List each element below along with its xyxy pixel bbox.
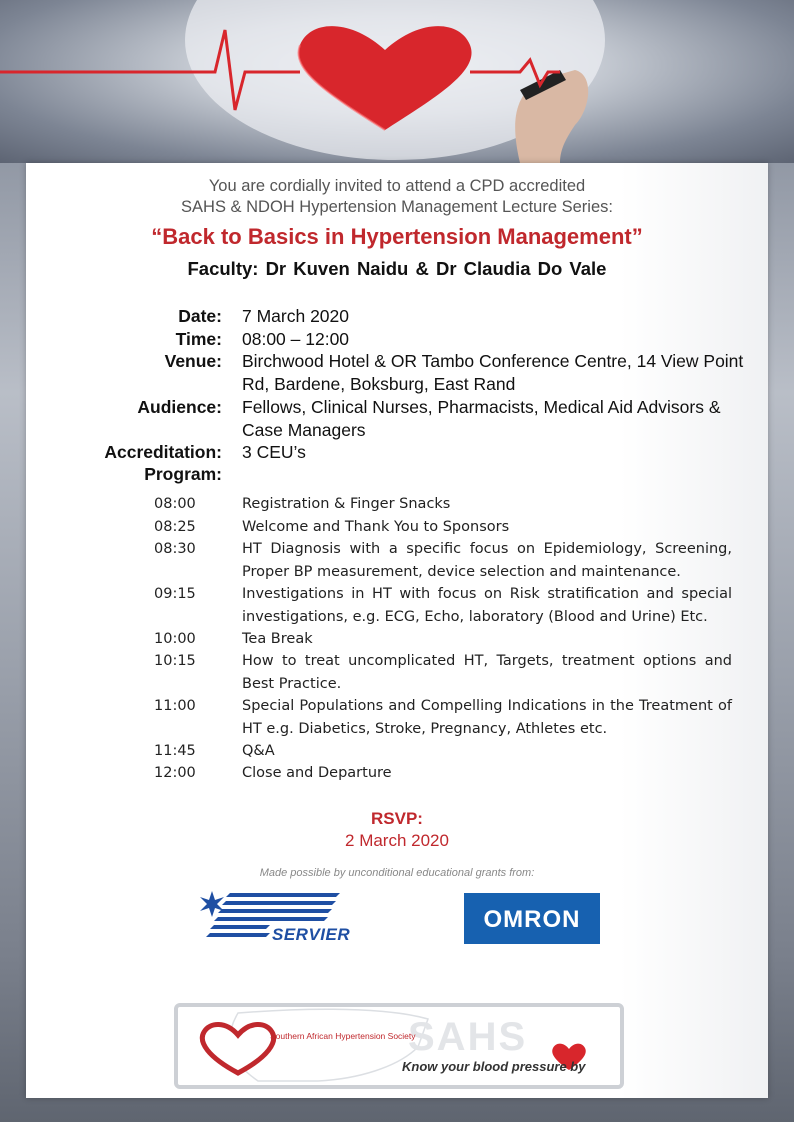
hero-banner xyxy=(0,0,794,163)
invite-line-1: You are cordially invited to attend a CPD accredited xyxy=(208,177,586,195)
program-desc: Investigations in HT with focus on Risk stratification and special investigations, e.g. ECG, Echo, laboratory (Blood and Urine) Etc. xyxy=(242,586,732,625)
program-time: 11:45 xyxy=(154,743,196,759)
sahs-tagline: Know your blood pressure by xyxy=(402,1059,586,1074)
program-desc: Registration & Finger Snacks xyxy=(242,496,451,512)
time-label: Time: xyxy=(175,329,222,349)
accreditation-label: Accreditation: xyxy=(104,442,222,462)
grants-note: Made possible by unconditional educational grants from: xyxy=(259,867,535,879)
rsvp-label: RSVP: xyxy=(371,809,423,828)
program-desc: HT Diagnosis with a specific focus on Epidemiology, Screening, Proper BP measurement, device selection and maintenance. xyxy=(242,541,732,580)
invite-line-2: SAHS & NDOH Hypertension Management Lecture Series: xyxy=(181,198,613,216)
program-desc: How to treat uncomplicated HT, Targets, treatment options and Best Practice. xyxy=(242,653,732,692)
venue-label: Venue: xyxy=(164,351,222,371)
sahs-watermark: SAHS xyxy=(408,1015,528,1059)
accreditation-value: 3 CEU’s xyxy=(242,442,306,462)
audience-label: Audience: xyxy=(137,397,222,417)
omron-logo xyxy=(464,893,600,944)
date-value: 7 March 2020 xyxy=(242,306,350,326)
faculty: Faculty: Dr Kuven Naidu & Dr Claudia Do Vale xyxy=(187,258,607,279)
servier-logo-text: SERVIER xyxy=(272,925,351,944)
program-desc: Welcome and Thank You to Sponsors xyxy=(242,519,510,535)
audience-value: Fellows, Clinical Nurses, Pharmacists, Medical Aid Advisors & Case Managers xyxy=(242,397,721,440)
program-time: 08:00 xyxy=(154,496,196,512)
program-desc: Special Populations and Compelling Indications in the Treatment of HT e.g. Diabetics, Stroke, Pregnancy, Athletes etc. xyxy=(242,698,732,737)
program-time: 09:15 xyxy=(154,586,196,602)
rsvp-date: 2 March 2020 xyxy=(345,831,449,850)
program-time: 10:00 xyxy=(154,631,196,647)
program-time: 11:00 xyxy=(154,698,196,714)
time-value: 08:00 – 12:00 xyxy=(242,329,350,349)
sahs-society-name: Southern African Hypertension Society xyxy=(270,1031,416,1041)
omron-logo-text: OMRON xyxy=(483,906,581,933)
event-title: “Back to Basics in Hypertension Management” xyxy=(151,224,643,249)
program-label: Program: xyxy=(144,464,222,484)
program-desc: Q&A xyxy=(242,743,275,759)
program-desc: Close and Departure xyxy=(242,765,392,781)
date-label: Date: xyxy=(178,306,222,326)
program-desc: Tea Break xyxy=(242,631,313,647)
program-time: 08:25 xyxy=(154,519,196,535)
program-time: 12:00 xyxy=(154,765,196,781)
venue-value: Birchwood Hotel & OR Tambo Conference Centre, 14 View Point Rd, Bardene, Boksburg, East Rand xyxy=(242,351,744,394)
sahs-logo xyxy=(174,1003,624,1089)
program-time: 08:30 xyxy=(154,541,196,557)
program-time: 10:15 xyxy=(154,653,196,669)
invitation-card xyxy=(26,163,768,1098)
heart-ecg-illustration xyxy=(0,0,794,163)
